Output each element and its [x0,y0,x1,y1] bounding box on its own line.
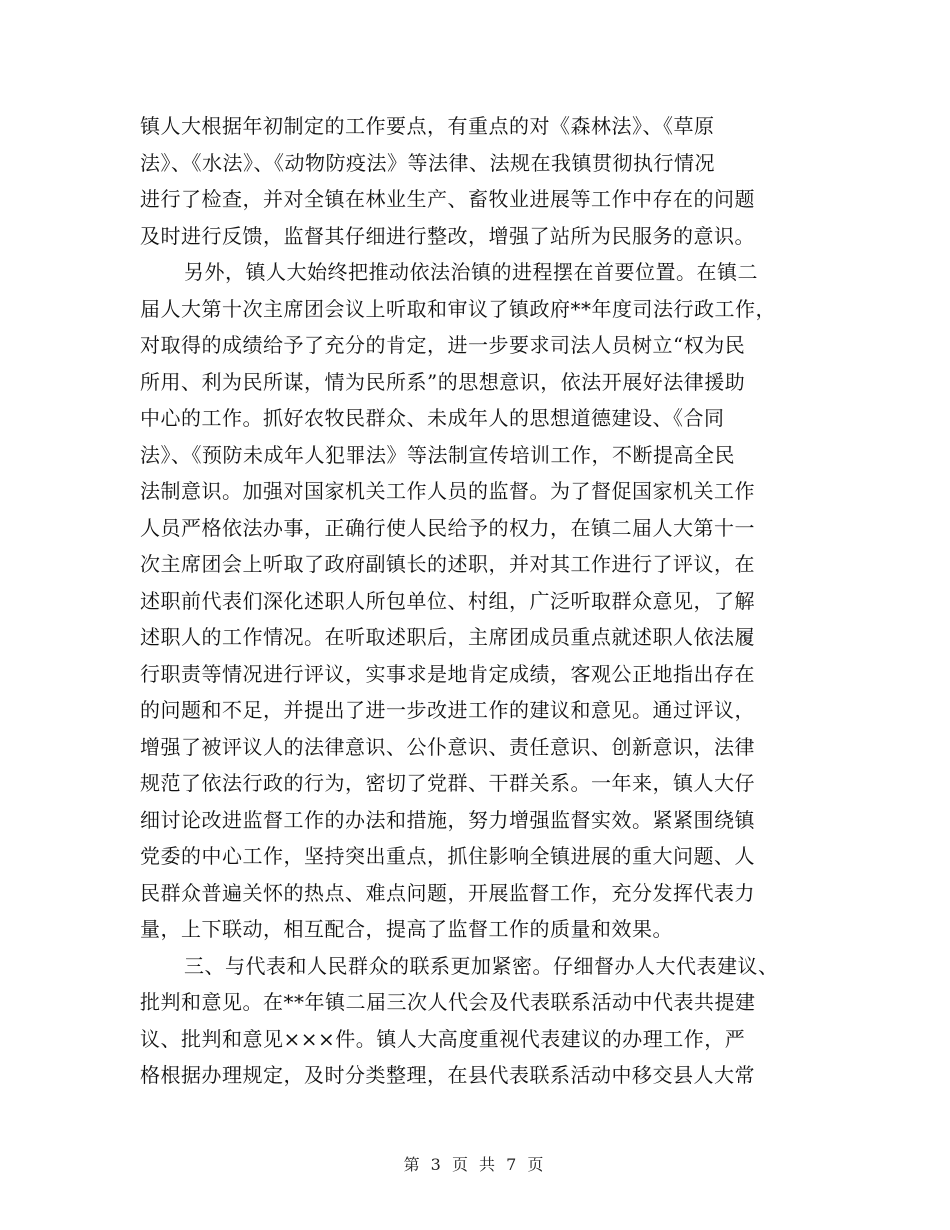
text-line: 中心的工作。抓好农牧民群众、未成年人的思想道德建设、《合同 [140,406,725,430]
text-line: 届人大第十次主席团会议上听取和审议了镇政府**年度司法行政工作， [140,296,776,321]
text-line: 批判和意见。在**年镇二届三次人代会及代表联系活动中代表共提建 [140,990,756,1014]
text-line: 行职责等情况进行评议，实事求是地肯定成绩，客观公正地指出存在 [140,661,755,686]
text-line: 进行了检查，并对全镇在林业生产、畜牧业进展等工作中存在的问题 [140,187,755,211]
text-line: 规范了依法行政的行为，密切了党群、干群关系。一年来，镇人大仔 [140,771,755,795]
text-line: 对取得的成绩给予了充分的肯定，进一步要求司法人员树立“权为民 [140,333,746,357]
text-line: 三、与代表和人民群众的联系更加紧密。仔细督办人大代表建议、 [184,953,779,978]
text-line: 述职前代表们深化述职人所包单位、村组，广泛听取群众意见，了解 [140,588,755,613]
text-line: 所用、利为民所谋，情为民所系”的思想意识，依法开展好法律援助 [140,369,746,394]
text-line: 量，上下联动，相互配合，提高了监督工作的质量和效果。 [140,917,673,941]
text-line: 格根据办理规定，及时分类整理，在县代表联系活动中移交县人大常 [140,1063,755,1087]
text-line: 法》、《预防未成年人犯罪法》等法制宣传培训工作，不断提高全民 [140,442,735,467]
text-line: 次主席团会上听取了政府副镇长的述职，并对其工作进行了评议，在 [140,552,755,576]
text-line: 法》、《水法》、《动物防疫法》等法律、法规在我镇贯彻执行情况 [140,150,715,175]
text-line: 议、批判和意见×××件。镇人大高度重视代表建议的办理工作，严 [140,1026,746,1051]
page-footer: 第 3 页 共 7 页 [403,1155,547,1174]
text-line: 增强了被评议人的法律意识、公仆意识、责任意识、创新意识，法律 [140,734,755,759]
text-line: 党委的中心工作，坚持突出重点，抓住影响全镇进展的重大问题、人 [140,844,755,868]
text-line: 及时进行反馈，监督其仔细进行整改，增强了站所为民服务的意识。 [140,223,755,248]
text-line: 细讨论改进监督工作的办法和措施，努力增强监督实效。紧紧围绕镇 [140,807,755,832]
document-body [140,108,840,1094]
text-line: 民群众普遍关怀的热点、难点问题，开展监督工作，充分发挥代表力 [140,880,755,905]
text-line: 述职人的工作情况。在听取述职后，主席团成员重点就述职人依法履 [140,625,755,649]
text-line: 的问题和不足，并提出了进一步改进工作的建议和意见。通过评议， [140,698,755,722]
text-line: 镇人大根据年初制定的工作要点，有重点的对《森林法》、《草原 [140,114,715,138]
text-line: 法制意识。加强对国家机关工作人员的监督。为了督促国家机关工作 [140,479,755,503]
text-line: 另外，镇人大始终把推动依法治镇的进程摆在首要位置。在镇二 [184,260,758,284]
text-line: 人员严格依法办事，正确行使人民给予的权力，在镇二届人大第十一 [140,515,755,540]
